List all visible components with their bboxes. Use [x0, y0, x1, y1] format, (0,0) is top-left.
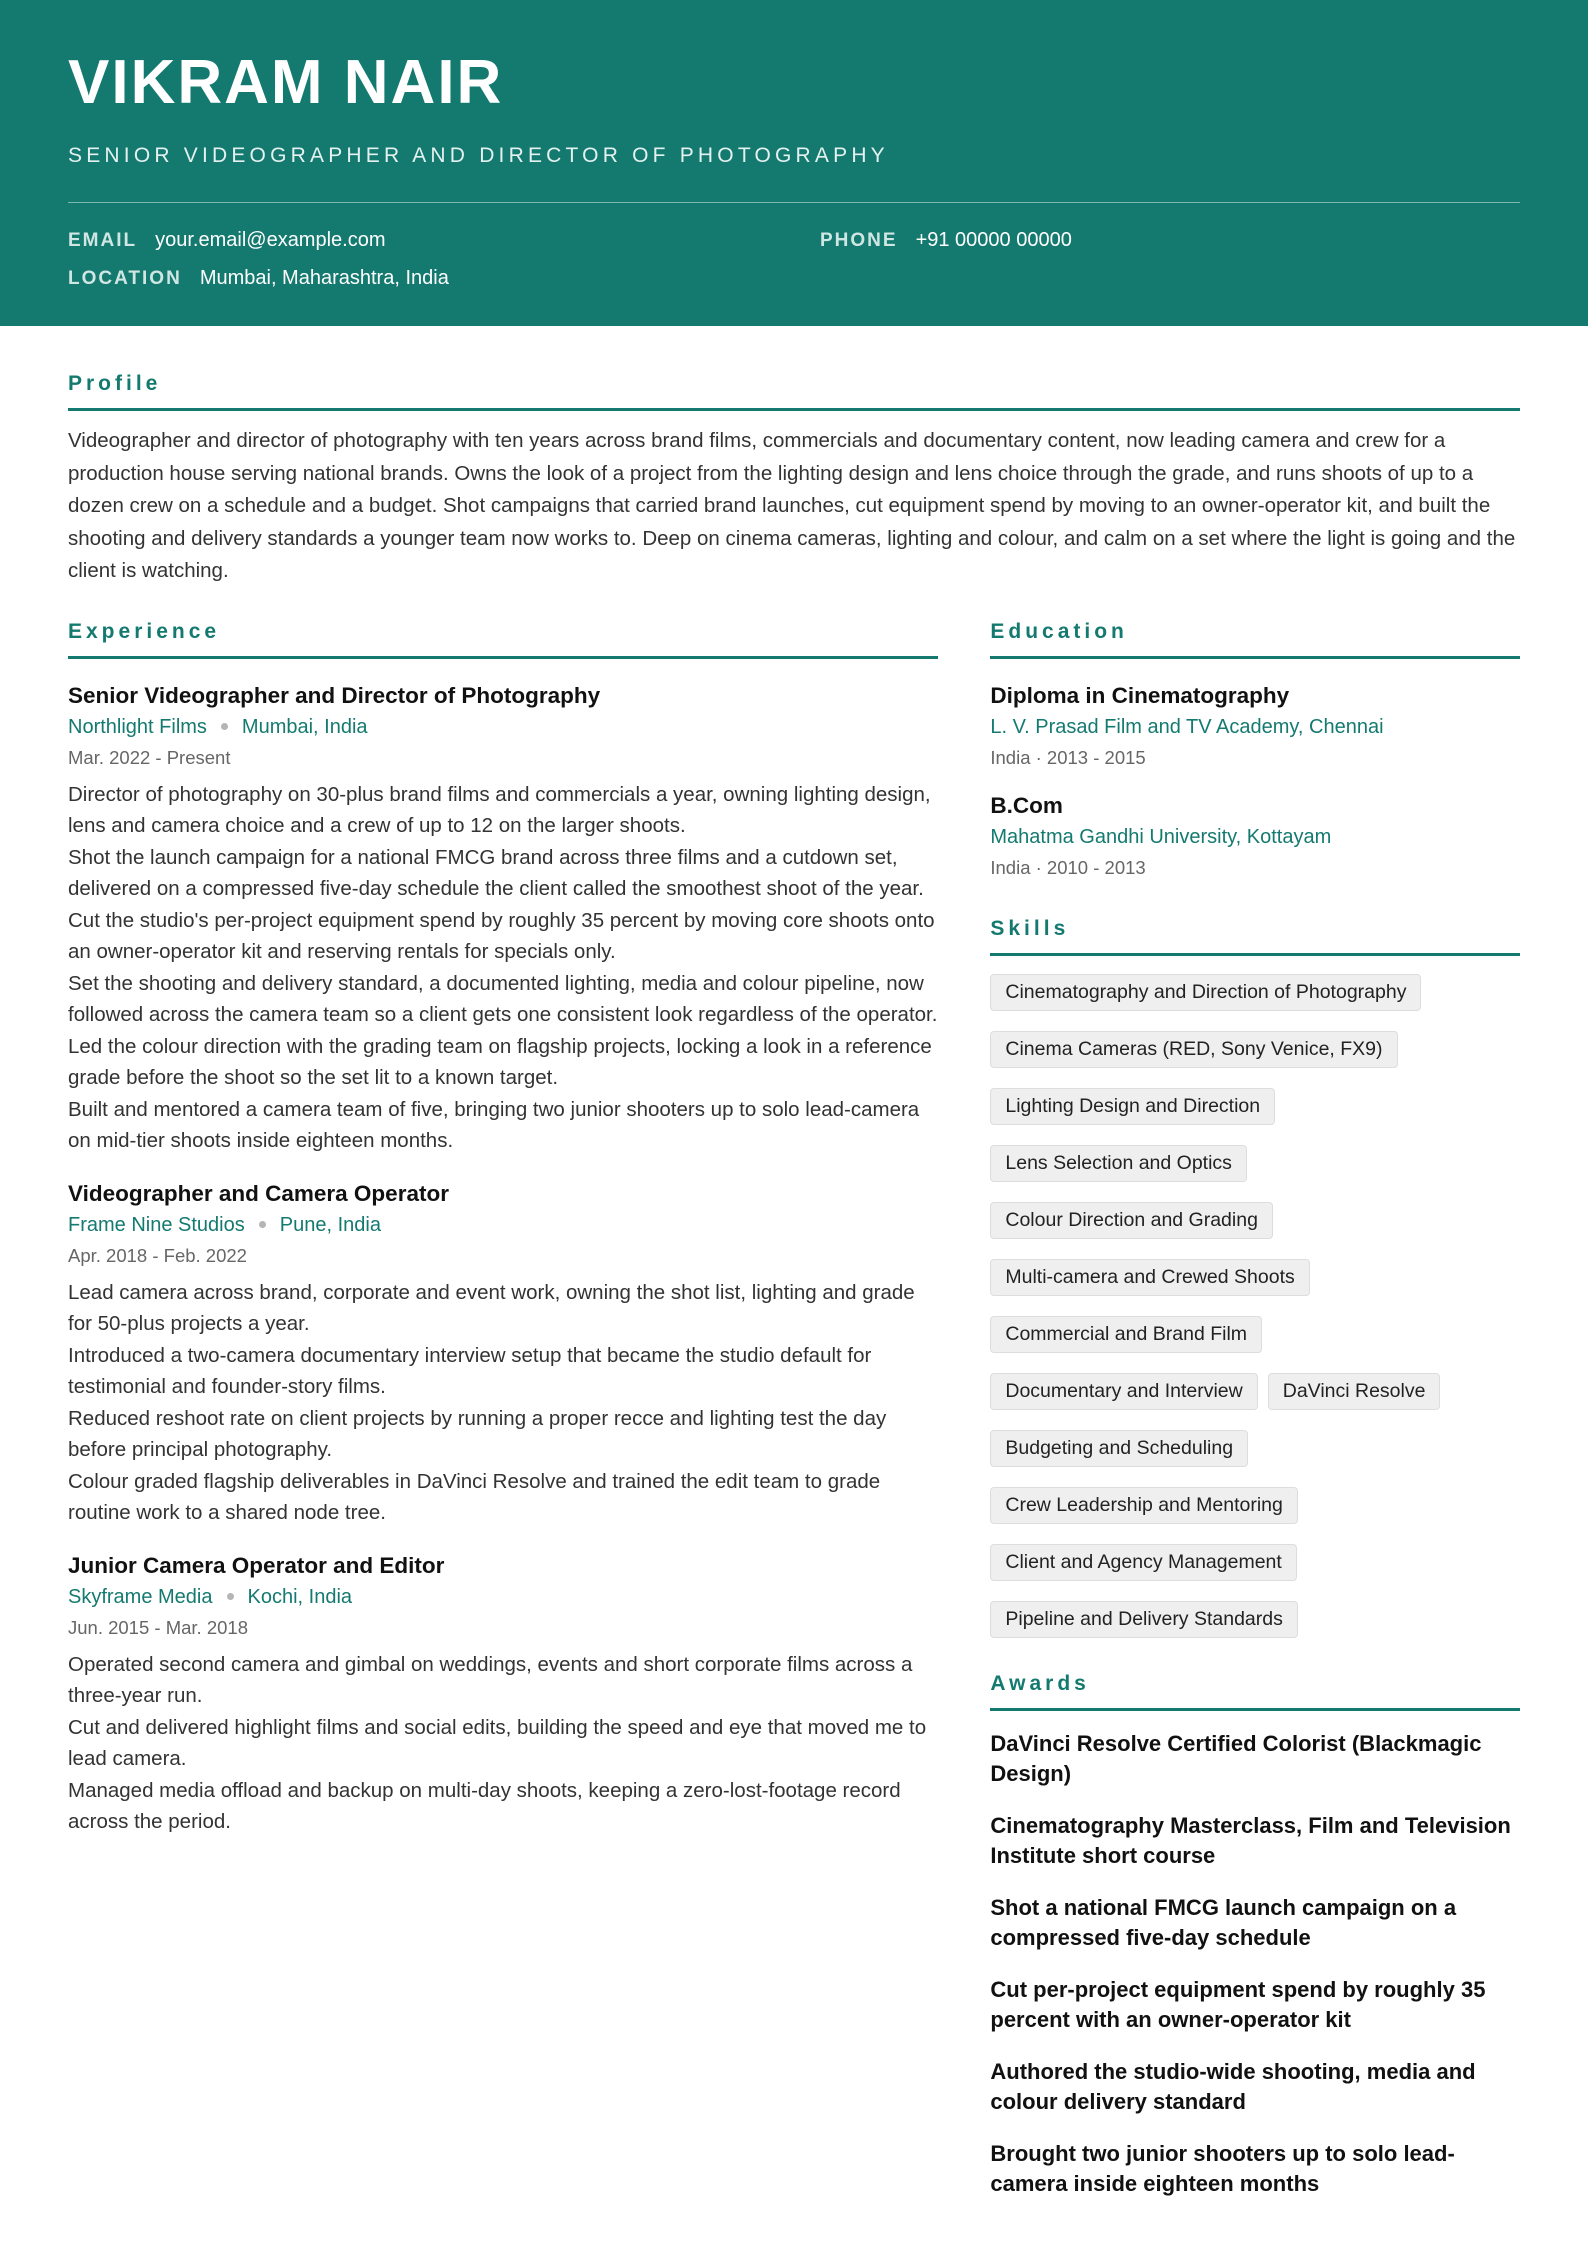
award-item: DaVinci Resolve Certified Colorist (Blackmagic Design) [990, 1730, 1482, 1786]
phone-value: +91 00000 00000 [915, 229, 1072, 251]
awards-heading: Awards [990, 1672, 1520, 1711]
job-location: Mumbai, India [241, 715, 368, 738]
education-section [990, 620, 1520, 883]
job-meta [68, 1581, 938, 1613]
job-entry [68, 1179, 938, 1529]
job-title: Videographer and Camera Operator [68, 1180, 449, 1206]
education-school: Mahatma Gandhi University, Kottayam [990, 825, 1332, 848]
education-school: L. V. Prasad Film and TV Academy, Chennai [990, 715, 1384, 738]
job-title: Senior Videographer and Director of Photography [68, 682, 601, 708]
contact-email [68, 229, 820, 252]
job-entry [68, 1551, 938, 1838]
sidebar-column [990, 620, 1520, 2221]
job-bullet: Managed media offload and backup on multi-day shoots, keeping a zero-lost-footage record across the period. [68, 1778, 901, 1833]
resume-body [0, 326, 1588, 2221]
awards-section [990, 1672, 1520, 2199]
job-meta [68, 1209, 938, 1241]
skill-chip: Documentary and Interview [990, 1373, 1257, 1410]
skill-chip: Crew Leadership and Mentoring [990, 1487, 1298, 1524]
skill-chip: Lens Selection and Optics [990, 1145, 1247, 1182]
job-company: Northlight Films [68, 715, 207, 738]
separator-dot [221, 723, 228, 730]
experience-heading: Experience [68, 620, 938, 659]
skill-chip: Budgeting and Scheduling [990, 1430, 1248, 1467]
education-meta: India · 2010 - 2013 [990, 856, 1146, 878]
header-divider [68, 202, 1520, 203]
location-label: LOCATION [68, 268, 182, 289]
job-bullet: Director of photography on 30-plus brand films and commercials a year, owning lighting design, lens and camera choice and a crew of up to 12 on the larger shoots. [68, 782, 931, 837]
email-label: EMAIL [68, 230, 138, 251]
job-entry [68, 681, 938, 1157]
separator-dot [259, 1221, 266, 1228]
candidate-title: SENIOR VIDEOGRAPHER AND DIRECTOR OF PHOTOGRAPHY [68, 144, 889, 167]
job-bullet: Shot the launch campaign for a national FMCG brand across three films and a cutdown set, delivered on a compressed five-day schedule the client called the smoothest shoot of the year. [68, 845, 924, 900]
skill-chip: DaVinci Resolve [1268, 1373, 1441, 1410]
job-bullet: Operated second camera and gimbal on weddings, events and short corporate films across a three-year run. [68, 1652, 913, 1707]
job-dates: Apr. 2018 - Feb. 2022 [68, 1244, 247, 1266]
education-degree: B.Com [990, 792, 1063, 818]
job-bullet: Built and mentored a camera team of five, bringing two junior shooters up to solo lead-camera on mid-tier shoots inside eighteen months. [68, 1097, 920, 1152]
contact-phone [820, 229, 1520, 252]
skill-chip: Commercial and Brand Film [990, 1316, 1262, 1353]
award-item: Authored the studio-wide shooting, media and colour delivery standard [990, 2058, 1476, 2114]
skill-chip: Multi-camera and Crewed Shoots [990, 1259, 1309, 1296]
profile-heading: Profile [68, 372, 1520, 411]
job-bullet: Led the colour direction with the grading team on flagship projects, locking a look in a reference grade before the shoot so the set lit to a known target. [68, 1034, 932, 1089]
award-item: Cinematography Masterclass, Film and Television Institute short course [990, 1812, 1511, 1868]
education-entry [990, 681, 1520, 773]
contact-info [68, 229, 1520, 290]
skill-chip: Cinema Cameras (RED, Sony Venice, FX9) [990, 1031, 1397, 1068]
job-bullet: Set the shooting and delivery standard, a documented lighting, media and colour pipeline, now followed across the camera team so a client gets one consistent look regardless of the operator. [68, 971, 938, 1026]
education-entry [990, 791, 1520, 883]
job-bullet: Lead camera across brand, corporate and event work, owning the shot list, lighting and grade for 50-plus projects a year. [68, 1280, 915, 1335]
job-bullets [68, 1277, 938, 1529]
location-value: Mumbai, Maharashtra, India [199, 267, 449, 289]
job-location: Pune, India [279, 1213, 381, 1236]
two-column-layout [68, 620, 1520, 2221]
education-heading: Education [990, 620, 1520, 659]
job-dates: Jun. 2015 - Mar. 2018 [68, 1616, 248, 1638]
phone-label: PHONE [820, 230, 898, 251]
candidate-name: VIKRAM NAIR [68, 48, 504, 117]
skill-chip: Client and Agency Management [990, 1544, 1296, 1581]
job-bullet: Cut the studio's per-project equipment spend by roughly 35 percent by moving core shoots onto an owner-operator kit and reserving rentals for specials only. [68, 908, 935, 963]
job-bullet: Cut and delivered highlight films and social edits, building the speed and eye that moved me to lead camera. [68, 1715, 927, 1770]
skill-chip: Pipeline and Delivery Standards [990, 1601, 1298, 1638]
job-bullets [68, 1649, 938, 1838]
award-item: Shot a national FMCG launch campaign on a compressed five-day schedule [990, 1894, 1457, 1950]
experience-section [68, 620, 938, 2221]
award-item: Cut per-project equipment spend by roughly 35 percent with an owner-operator kit [990, 1976, 1486, 2032]
education-meta: India · 2013 - 2015 [990, 746, 1146, 768]
skill-chip: Cinematography and Direction of Photography [990, 974, 1421, 1011]
job-location: Kochi, India [247, 1585, 353, 1608]
skill-chip: Colour Direction and Grading [990, 1202, 1273, 1239]
resume-header [0, 0, 1588, 326]
contact-location [68, 267, 820, 290]
separator-dot [227, 1593, 234, 1600]
job-bullet: Introduced a two-camera documentary interview setup that became the studio default for testimonial and founder-story films. [68, 1343, 872, 1398]
job-meta [68, 711, 938, 743]
job-bullet: Reduced reshoot rate on client projects by running a proper recce and lighting test the day before principal photography. [68, 1406, 887, 1461]
job-bullet: Colour graded flagship deliverables in DaVinci Resolve and trained the edit team to grade routine work to a shared node tree. [68, 1469, 881, 1524]
education-degree: Diploma in Cinematography [990, 682, 1290, 708]
job-title: Junior Camera Operator and Editor [68, 1552, 445, 1578]
profile-text: Videographer and director of photography with ten years across brand films, commercials and documentary content, now leading camera and crew for a production house serving national brands. Owns the look of a project from the lighting design and lens choice through the grade, and runs shoots of up to a dozen crew on a schedule and a budget. Shot campaigns that carried brand launches, cut equipment spend by moving to an owner-operator kit, and built the shooting and delivery standards a younger team now works to. Deep on cinema cameras, lighting and colour, and calm on a set where the light is going and the client is watching. [68, 429, 1516, 582]
job-company: Frame Nine Studios [68, 1213, 245, 1236]
skills-heading: Skills [990, 917, 1520, 956]
job-bullets [68, 779, 938, 1157]
email-value: your.email@example.com [155, 229, 386, 251]
skill-chip: Lighting Design and Direction [990, 1088, 1275, 1125]
award-item: Brought two junior shooters up to solo lead-camera inside eighteen months [990, 2140, 1455, 2196]
profile-section [68, 326, 1520, 588]
job-dates: Mar. 2022 - Present [68, 746, 231, 768]
awards-list [990, 1729, 1520, 2199]
skills-list [990, 974, 1520, 1638]
skills-section [990, 917, 1520, 1638]
job-company: Skyframe Media [68, 1585, 213, 1608]
